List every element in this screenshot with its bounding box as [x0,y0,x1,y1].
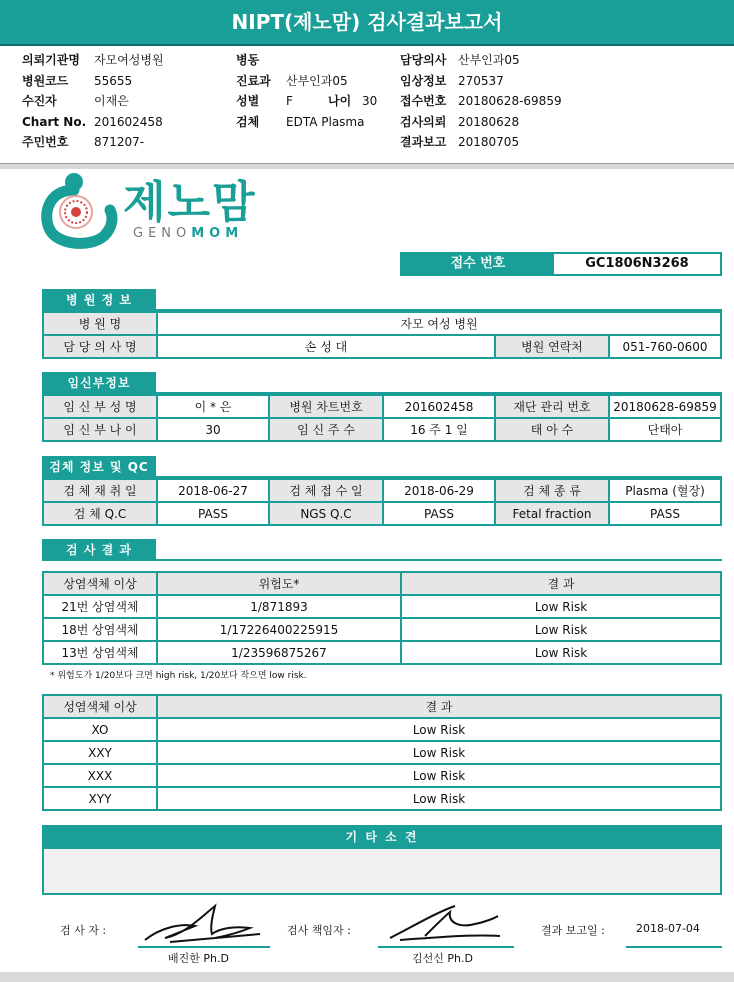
manager-line [378,946,514,948]
risk-note: * 위험도가 1/20보다 크면 high risk, 1/20보다 작으면 low risk. [50,671,307,681]
report-date-value: 20180705 [458,135,520,149]
clinical-info-value: 270537 [458,73,504,88]
sex-value: F [286,94,293,108]
patient-value: 이재은 [94,94,129,108]
chrom13-result: Low Risk [401,641,721,664]
specimen-qc-label: 검 체 Q.C [43,502,157,525]
hospital-name-value: 자모 여성 병원 [157,312,721,335]
xxy-result: Low Risk [157,741,721,764]
chrom21-label: 21번 상염색체 [43,595,157,618]
section-results: 검 사 결 과 [42,539,156,561]
table-row [43,764,721,787]
header-right [400,50,562,153]
fetal-fraction-value: PASS [609,502,721,525]
manager-label: 검사 책임자 : [287,924,351,937]
request-date-label: 검사의뢰 [400,114,447,129]
gest-weeks-label: 임 신 주 수 [269,418,383,441]
sex-label: 성별 [236,94,260,108]
xyy-result: Low Risk [157,787,721,810]
specimen-type-label: 검 체 종 류 [495,479,609,502]
tester-name: 배진한 Ph.D [168,952,229,965]
tester-label: 검 사 자 : [60,924,107,937]
contact-value: 051-760-0600 [609,335,721,358]
mgmt-number-label: 재단 관리 번호 [495,395,609,418]
accession-value: GC1806N3268 [585,256,689,271]
specimen-type-value: Plasma (혈장) [609,479,721,502]
ward-label: 병동 [236,53,260,67]
doctor-name-value: 손 성 대 [157,335,495,358]
logo-wordmark: 제노맘 [123,177,257,228]
table-row [43,641,721,664]
mgmt-number-value: 20180628-69859 [609,395,721,418]
fetus-count-label: 태 아 수 [495,418,609,441]
doctor-value: 산부인과05 [458,53,520,67]
table-row [43,787,721,810]
table-row [43,741,721,764]
hospital-code-label: 병원코드 [22,73,69,88]
chart-no-value: 201602458 [94,114,163,129]
specimen-label: 검체 [236,114,260,129]
chart-no-label: Chart No. [22,114,87,129]
hospital-table [42,311,722,359]
receive-date-value: 2018-06-29 [383,479,495,502]
receive-date-label: 검 체 접 수 일 [269,479,383,502]
request-date-value: 20180628 [458,114,520,129]
resident-no-label: 주민번호 [22,135,69,149]
chrom18-result: Low Risk [401,618,721,641]
dept-value: 산부인과05 [286,73,348,88]
collect-date-label: 검 체 채 취 일 [43,479,157,502]
clinical-info-label: 임상정보 [400,73,447,88]
manager-signature-icon [380,898,510,948]
contact-label: 병원 연락처 [495,335,609,358]
specimen-value: EDTA Plasma [286,114,365,129]
doctor-label: 담당의사 [400,53,447,67]
section-patient: 임신부정보 [42,372,156,394]
sex-chrom-header: 성염색체 이상 [43,695,157,718]
ngs-qc-value: PASS [383,502,495,525]
specimen-table [42,478,722,526]
chrom18-risk: 1/17226400225915 [157,618,401,641]
client-label: 의뢰기관명 [22,53,80,67]
age-label: 나이 [328,94,352,108]
chrom13-label: 13번 상염색체 [43,641,157,664]
tester-signature-icon [140,898,270,950]
header-separator [0,163,734,169]
table-row [43,618,721,641]
header-left [22,50,164,153]
report-date-line [626,946,722,948]
client-value: 자모여성병원 [94,53,164,67]
logo-sub-a: GENO [133,226,192,241]
xxx-label: XXX [43,764,157,787]
section-results-line [42,559,722,561]
header-mid [236,50,377,132]
autosome-results-table [42,571,722,665]
section-specimen: 검체 정보 및 QC [42,456,156,478]
accession-box [400,252,722,276]
footer-bar [0,972,734,982]
hospital-code-value: 55655 [94,73,133,88]
xxx-result: Low Risk [157,764,721,787]
chrom21-risk: 1/871893 [157,595,401,618]
resident-no-value: 871207- [94,135,145,149]
xo-result: Low Risk [157,718,721,741]
table-row [43,718,721,741]
sex-chrom-table [42,694,722,811]
age-value: 30 [362,94,378,108]
ngs-qc-label: NGS Q.C [269,502,383,525]
pregnant-name-value: 이 * 은 [157,395,269,418]
patient-table [42,394,722,442]
other-comments-title: 기 타 소 견 [42,825,722,849]
hospital-name-label: 병 원 명 [43,312,157,335]
collect-date-value: 2018-06-27 [157,479,269,502]
receipt-no-label: 접수번호 [400,94,447,108]
xxy-label: XXY [43,741,157,764]
pregnant-name-label: 임 신 부 성 명 [43,395,157,418]
sex-result-header: 결 과 [157,695,721,718]
fetal-fraction-label: Fetal fraction [495,502,609,525]
table-row [43,595,721,618]
chrom18-label: 18번 상염색체 [43,618,157,641]
doctor-name-label: 담 당 의 사 명 [43,335,157,358]
manager-name: 김선신 Ph.D [412,952,473,965]
xo-label: XO [43,718,157,741]
report-date-sig-value: 2018-07-04 [636,922,700,935]
other-comments-body [42,849,722,895]
report-date-label: 결과보고 [400,135,447,149]
chrom21-result: Low Risk [401,595,721,618]
result-header: 결 과 [401,572,721,595]
receipt-no-value: 20180628-69859 [458,94,562,108]
logo-subtext [133,226,243,241]
dept-label: 진료과 [236,73,271,88]
gest-weeks-value: 16 주 1 일 [383,418,495,441]
pregnant-age-label: 임 신 부 나 이 [43,418,157,441]
chrom13-risk: 1/23596875267 [157,641,401,664]
risk-header: 위험도* [157,572,401,595]
report-date-sig-label: 결과 보고일 : [541,924,605,937]
section-hospital: 병 원 정 보 [42,289,156,311]
autosome-header: 상염색체 이상 [43,572,157,595]
xyy-label: XYY [43,787,157,810]
tester-line [138,946,270,948]
chart-number-value: 201602458 [383,395,495,418]
fetus-count-value: 단태아 [609,418,721,441]
report-title: NIPT(제노맘) 검사결과보고서 [0,0,734,46]
patient-label: 수진자 [22,94,57,108]
logo-sub-b: MOM [191,226,244,241]
pregnant-age-value: 30 [157,418,269,441]
specimen-qc-value: PASS [157,502,269,525]
chart-number-label: 병원 차트번호 [269,395,383,418]
accession-label: 접수 번호 [402,254,554,274]
